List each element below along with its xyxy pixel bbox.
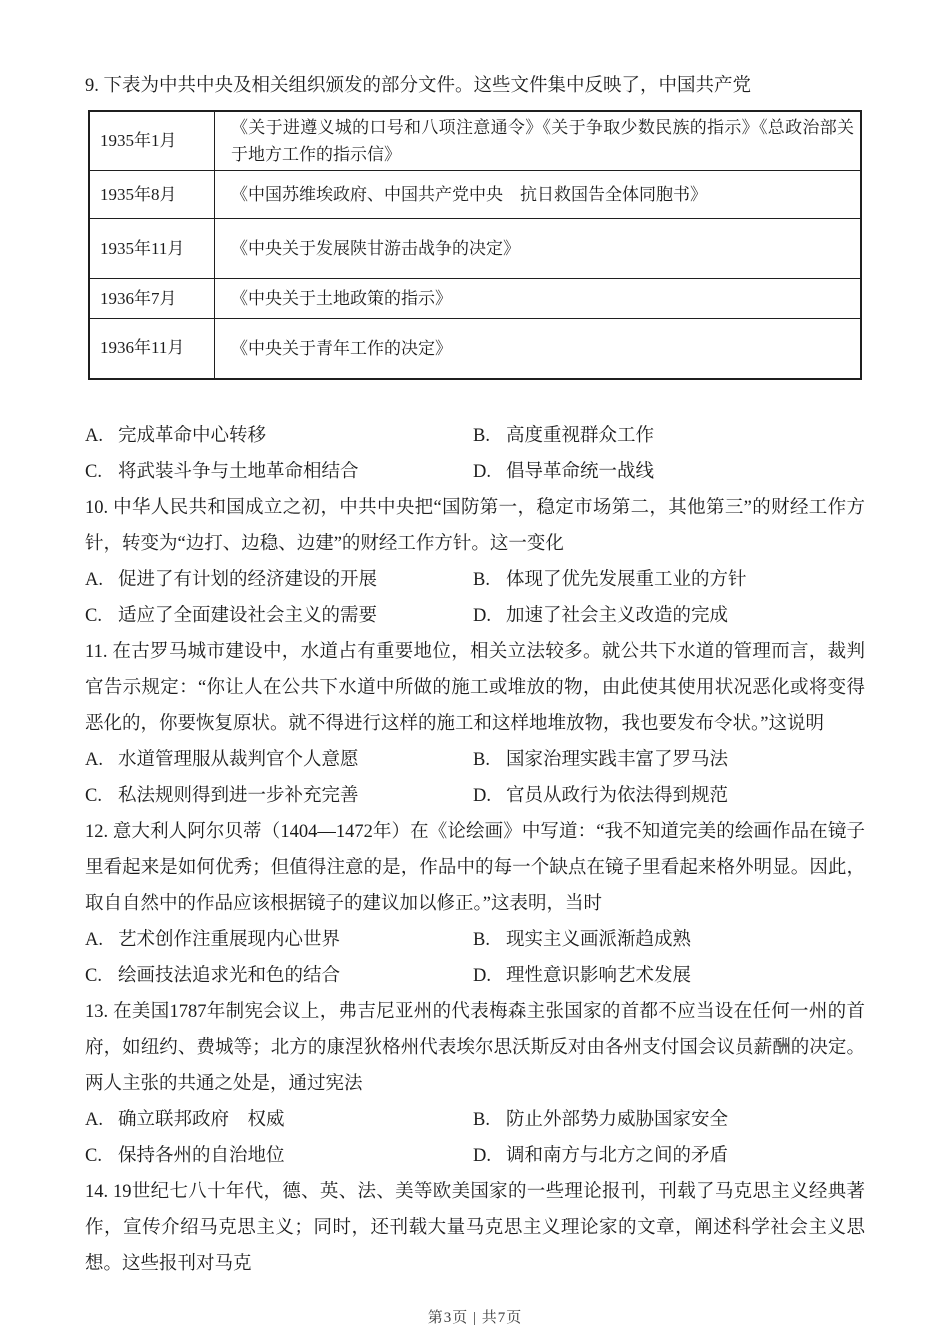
option-letter: C. (85, 1145, 102, 1166)
table-row (89, 279, 861, 319)
option-d (473, 598, 865, 634)
option-c (85, 598, 473, 634)
option-text: 促进了有计划的经济建设的开展 (118, 569, 378, 590)
options-grid (85, 742, 865, 814)
option-a (85, 742, 473, 778)
option-b (473, 418, 865, 454)
table-cell-docs: 《中央关于青年工作的决定》 (215, 319, 862, 379)
option-letter: A. (85, 1109, 103, 1130)
option-text: 将武装斗争与土地革命相结合 (118, 461, 359, 482)
page-footer: 第3页 | 共7页 (427, 1310, 523, 1326)
options-grid (85, 922, 865, 994)
table-row (89, 319, 861, 379)
question-9 (85, 68, 865, 490)
question-stem: 10. 中华人民共和国成立之初，中共中央把“国防第一，稳定市场第二，其他第三”的财经工作方针，转变为“边打、边稳、边建”的财经工作方针。这一变化 (85, 497, 865, 554)
table-cell-date: 1935年11月 (89, 219, 215, 279)
table-cell-docs: 《中国苏维埃政府、中国共产党中央 抗日救国告全体同胞书》 (215, 171, 862, 219)
option-d (473, 778, 865, 814)
table-cell-date: 1935年1月 (89, 111, 215, 171)
option-letter: A. (85, 929, 103, 950)
option-letter: B. (473, 569, 490, 590)
option-letter: C. (85, 785, 102, 806)
question-stem: 9. 下表为中共中央及相关组织颁发的部分文件。这些文件集中反映了，中国共产党 (85, 76, 752, 96)
question-11 (85, 634, 865, 814)
options-grid (85, 562, 865, 634)
option-text: 倡导革命统一战线 (506, 461, 655, 482)
table-row (89, 219, 861, 279)
option-c (85, 958, 473, 994)
table-row (89, 171, 861, 219)
option-a (85, 1102, 473, 1138)
option-text: 艺术创作注重展现内心世界 (118, 929, 341, 950)
table-cell-date: 1936年11月 (89, 319, 215, 379)
table-cell-docs: 《中央关于土地政策的指示》 (215, 279, 862, 319)
table-cell-docs: 《中央关于发展陕甘游击战争的决定》 (215, 219, 862, 279)
question-stem: 13. 在美国1787年制宪会议上，弗吉尼亚州的代表梅森主张国家的首都不应当设在任何一州的首府，如纽约、费城等；北方的康涅狄格州代表埃尔思沃斯反对由各州支付国会议员薪酬的决定。两人主张的共通之处是，通过宪法 (85, 1001, 865, 1094)
option-d (473, 958, 865, 994)
option-text: 防止外部势力威胁国家安全 (506, 1109, 729, 1130)
table-cell-docs: 《关于进遵义城的口号和八项注意通令》《关于争取少数民族的指示》《总政治部关于地方工作的指示信》 (215, 111, 862, 171)
option-letter: D. (473, 461, 491, 482)
option-text: 理性意识影响艺术发展 (506, 965, 692, 986)
table-cell-date: 1935年8月 (89, 171, 215, 219)
question-stem: 14. 19世纪七八十年代，德、英、法、美等欧美国家的一些理论报刊，刊载了马克思主义经典著作，宣传介绍马克思主义；同时，还刊载大量马克思主义理论家的文章，阐述科学社会主义思想。这些报刊对马克 (85, 1181, 865, 1274)
option-c (85, 778, 473, 814)
option-b (473, 1102, 865, 1138)
option-text: 保持各州的自治地位 (118, 1145, 285, 1166)
option-text: 加速了社会主义改造的完成 (506, 605, 729, 626)
option-a (85, 418, 473, 454)
question-12 (85, 814, 865, 994)
option-b (473, 922, 865, 958)
option-text: 现实主义画派渐趋成熟 (506, 929, 692, 950)
option-letter: B. (473, 1109, 490, 1130)
option-a (85, 562, 473, 598)
table-cell-date: 1936年7月 (89, 279, 215, 319)
options-grid (85, 1102, 865, 1174)
question-14 (85, 1174, 865, 1282)
option-letter: C. (85, 461, 102, 482)
option-letter: D. (473, 785, 491, 806)
option-text: 适应了全面建设社会主义的需要 (118, 605, 378, 626)
option-letter: A. (85, 749, 103, 770)
option-letter: D. (473, 965, 491, 986)
option-c (85, 454, 473, 490)
option-b (473, 742, 865, 778)
option-d (473, 454, 865, 490)
option-letter: C. (85, 605, 102, 626)
option-b (473, 562, 865, 598)
option-text: 绘画技法追求光和色的结合 (118, 965, 341, 986)
option-letter: B. (473, 425, 490, 446)
option-a (85, 922, 473, 958)
option-letter: A. (85, 569, 103, 590)
question-13 (85, 994, 865, 1174)
option-text: 体现了优先发展重工业的方针 (506, 569, 747, 590)
table-row (89, 111, 861, 171)
documents-table (88, 110, 862, 380)
option-text: 官员从政行为依法得到规范 (506, 785, 729, 806)
option-letter: C. (85, 965, 102, 986)
option-letter: A. (85, 425, 103, 446)
option-letter: B. (473, 929, 490, 950)
options-grid (85, 418, 865, 490)
option-d (473, 1138, 865, 1174)
option-letter: B. (473, 749, 490, 770)
option-letter: D. (473, 1145, 491, 1166)
question-10 (85, 490, 865, 634)
option-letter: D. (473, 605, 491, 626)
option-text: 国家治理实践丰富了罗马法 (506, 749, 729, 770)
option-text: 完成革命中心转移 (118, 425, 267, 446)
option-text: 高度重视群众工作 (506, 425, 655, 446)
question-stem: 11. 在古罗马城市建设中，水道占有重要地位，相关立法较多。就公共下水道的管理而言，裁判官告示规定：“你让人在公共下水道中所做的施工或堆放的物，由此使其使用状况恶化或将变得恶化的，你要恢复原状。就不得进行这样的施工和这样地堆放物，我也要发布令状。”这说明 (85, 641, 865, 734)
question-stem: 12. 意大利人阿尔贝蒂（1404—1472年）在《论绘画》中写道：“我不知道完美的绘画作品在镜子里看起来是如何优秀；但值得注意的是，作品中的每一个缺点在镜子里看起来格外明显。因此，取自自然中的作品应该根据镜子的建议加以修正。”这表明，当时 (85, 821, 865, 914)
option-text: 确立联邦政府 权威 (118, 1109, 285, 1130)
option-c (85, 1138, 473, 1174)
option-text: 水道管理服从裁判官个人意愿 (118, 749, 359, 770)
option-text: 调和南方与北方之间的矛盾 (506, 1145, 729, 1166)
option-text: 私法规则得到进一步补充完善 (118, 785, 359, 806)
